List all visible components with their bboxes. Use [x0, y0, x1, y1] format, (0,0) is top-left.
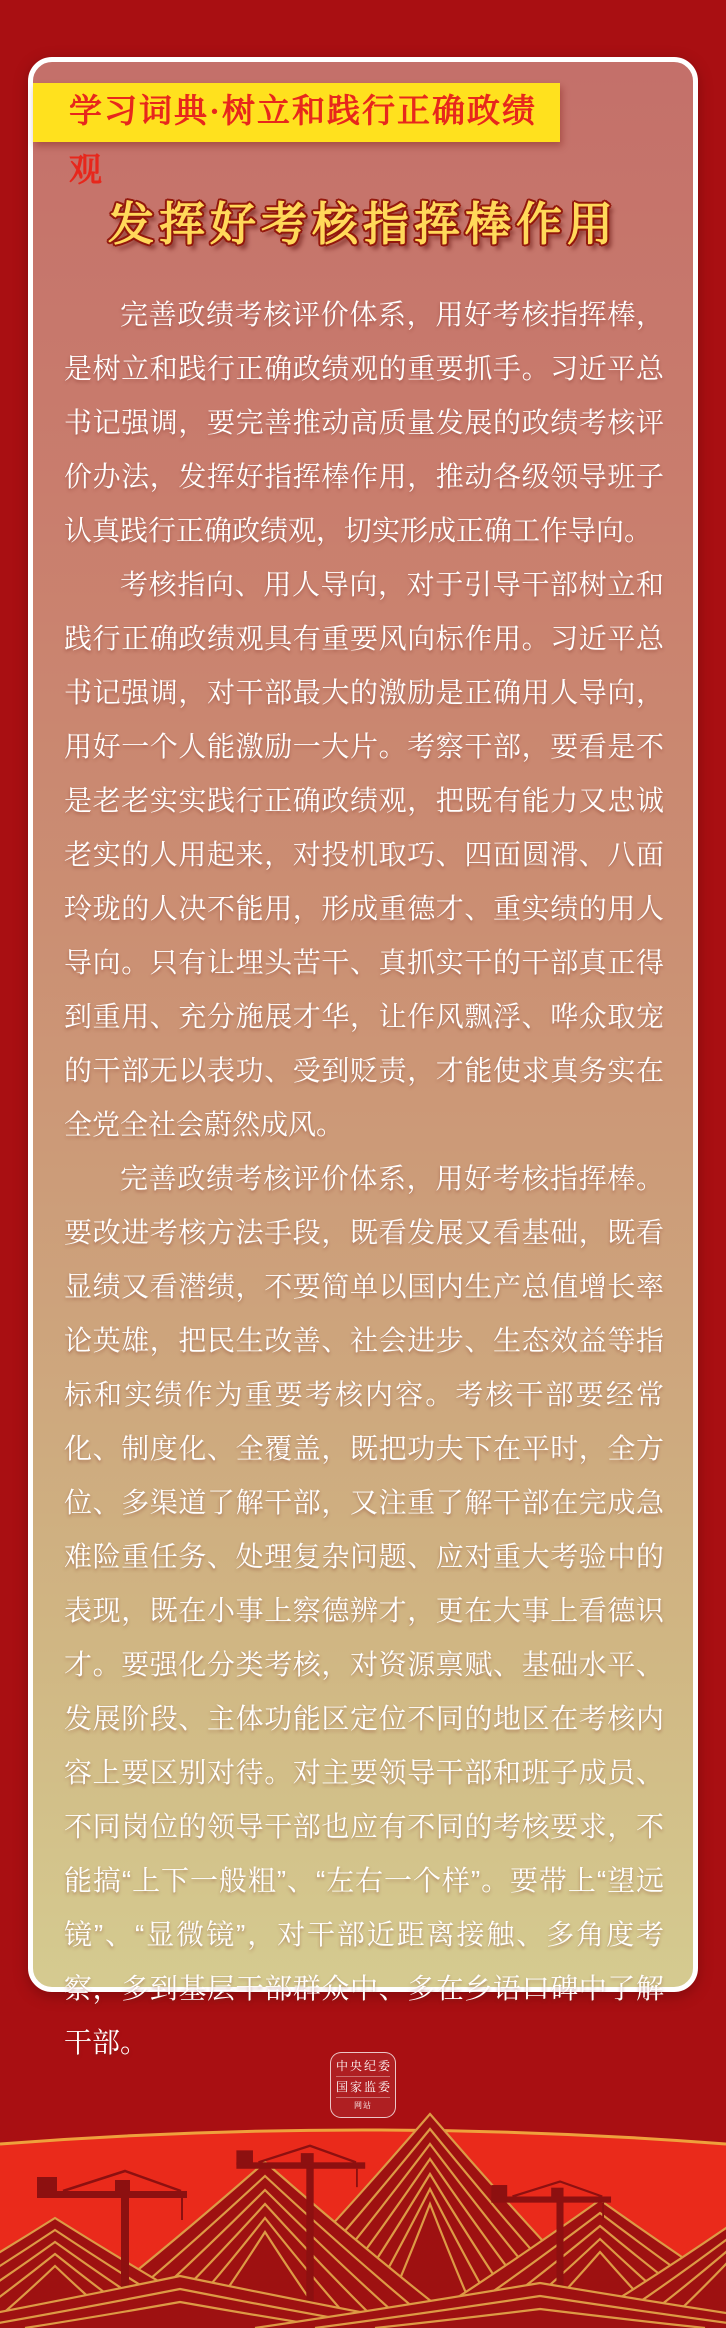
seal-line-1: 中央纪委: [336, 2056, 390, 2077]
seal-line-2: 国家监委: [336, 2077, 390, 2098]
paragraph: 完善政绩考核评价体系，用好考核指挥棒。要改进考核方法手段，既看发展又看基础，既看显绩又看潜绩，不要简单以国内生产总值增长率论英雄，把民生改善、社会进步、生态效益等指标和实绩作为重要考核内容。考核干部要经常化、制度化、全覆盖，既把功夫下在平时，全方位、多渠道了解干部，又注重了解干部在完成急难险重任务、处理复杂问题、应对重大考验中的表现，既在小事上察德辨才，更在大事上看德识才。要强化分类考核，对资源禀赋、基础水平、发展阶段、主体功能区定位不同的地区在考核内容上要区别对待。对主要领导干部和班子成员、不同岗位的领导干部也应有不同的考核要求，不能搞“上下一般粗”、“左右一个样”。要带上“望远镜”、“显微镜”，对干部近距离接触、多角度考察，多到基层干部群众中、多在乡语口碑中了解干部。: [64, 1163, 664, 2058]
seal-line-3: 网站: [354, 2101, 372, 2110]
article-body: [64, 288, 664, 2070]
article-card: [28, 57, 698, 2058]
ccdi-seal-badge: [330, 2052, 396, 2118]
page-title: 发挥好考核指挥棒作用: [108, 199, 618, 250]
paragraph: 完善政绩考核评价体系，用好考核指挥棒，是树立和践行正确政绩观的重要抓手。习近平总书记强调，要完善推动高质量发展的政绩考核评价办法，发挥好指挥棒作用，推动各级领导班子认真践行正确政绩观，切实形成正确工作导向。: [64, 299, 664, 546]
series-badge: [33, 83, 560, 189]
series-badge-label: 学习词典·树立和践行正确政绩观: [69, 94, 538, 189]
footer-decoration: [0, 2100, 726, 2328]
paragraph: 考核指向、用人导向，对于引导干部树立和践行正确政绩观具有重要风向标作用。习近平总书记强调，对干部最大的激励是正确用人导向，用好一个人能激励一大片。考察干部，要看是不是老老实实践行正确政绩观，把既有能力又忠诚老实的人用起来，对投机取巧、四面圆滑、八面玲珑的人决不能用，形成重德才、重实绩的用人导向。只有让埋头苦干、真抓实干的干部真正得到重用、充分施展才华，让作风飘浮、哗众取宠的干部无以表功、受到贬责，才能使求真务实在全党全社会蔚然成风。: [64, 569, 664, 1140]
